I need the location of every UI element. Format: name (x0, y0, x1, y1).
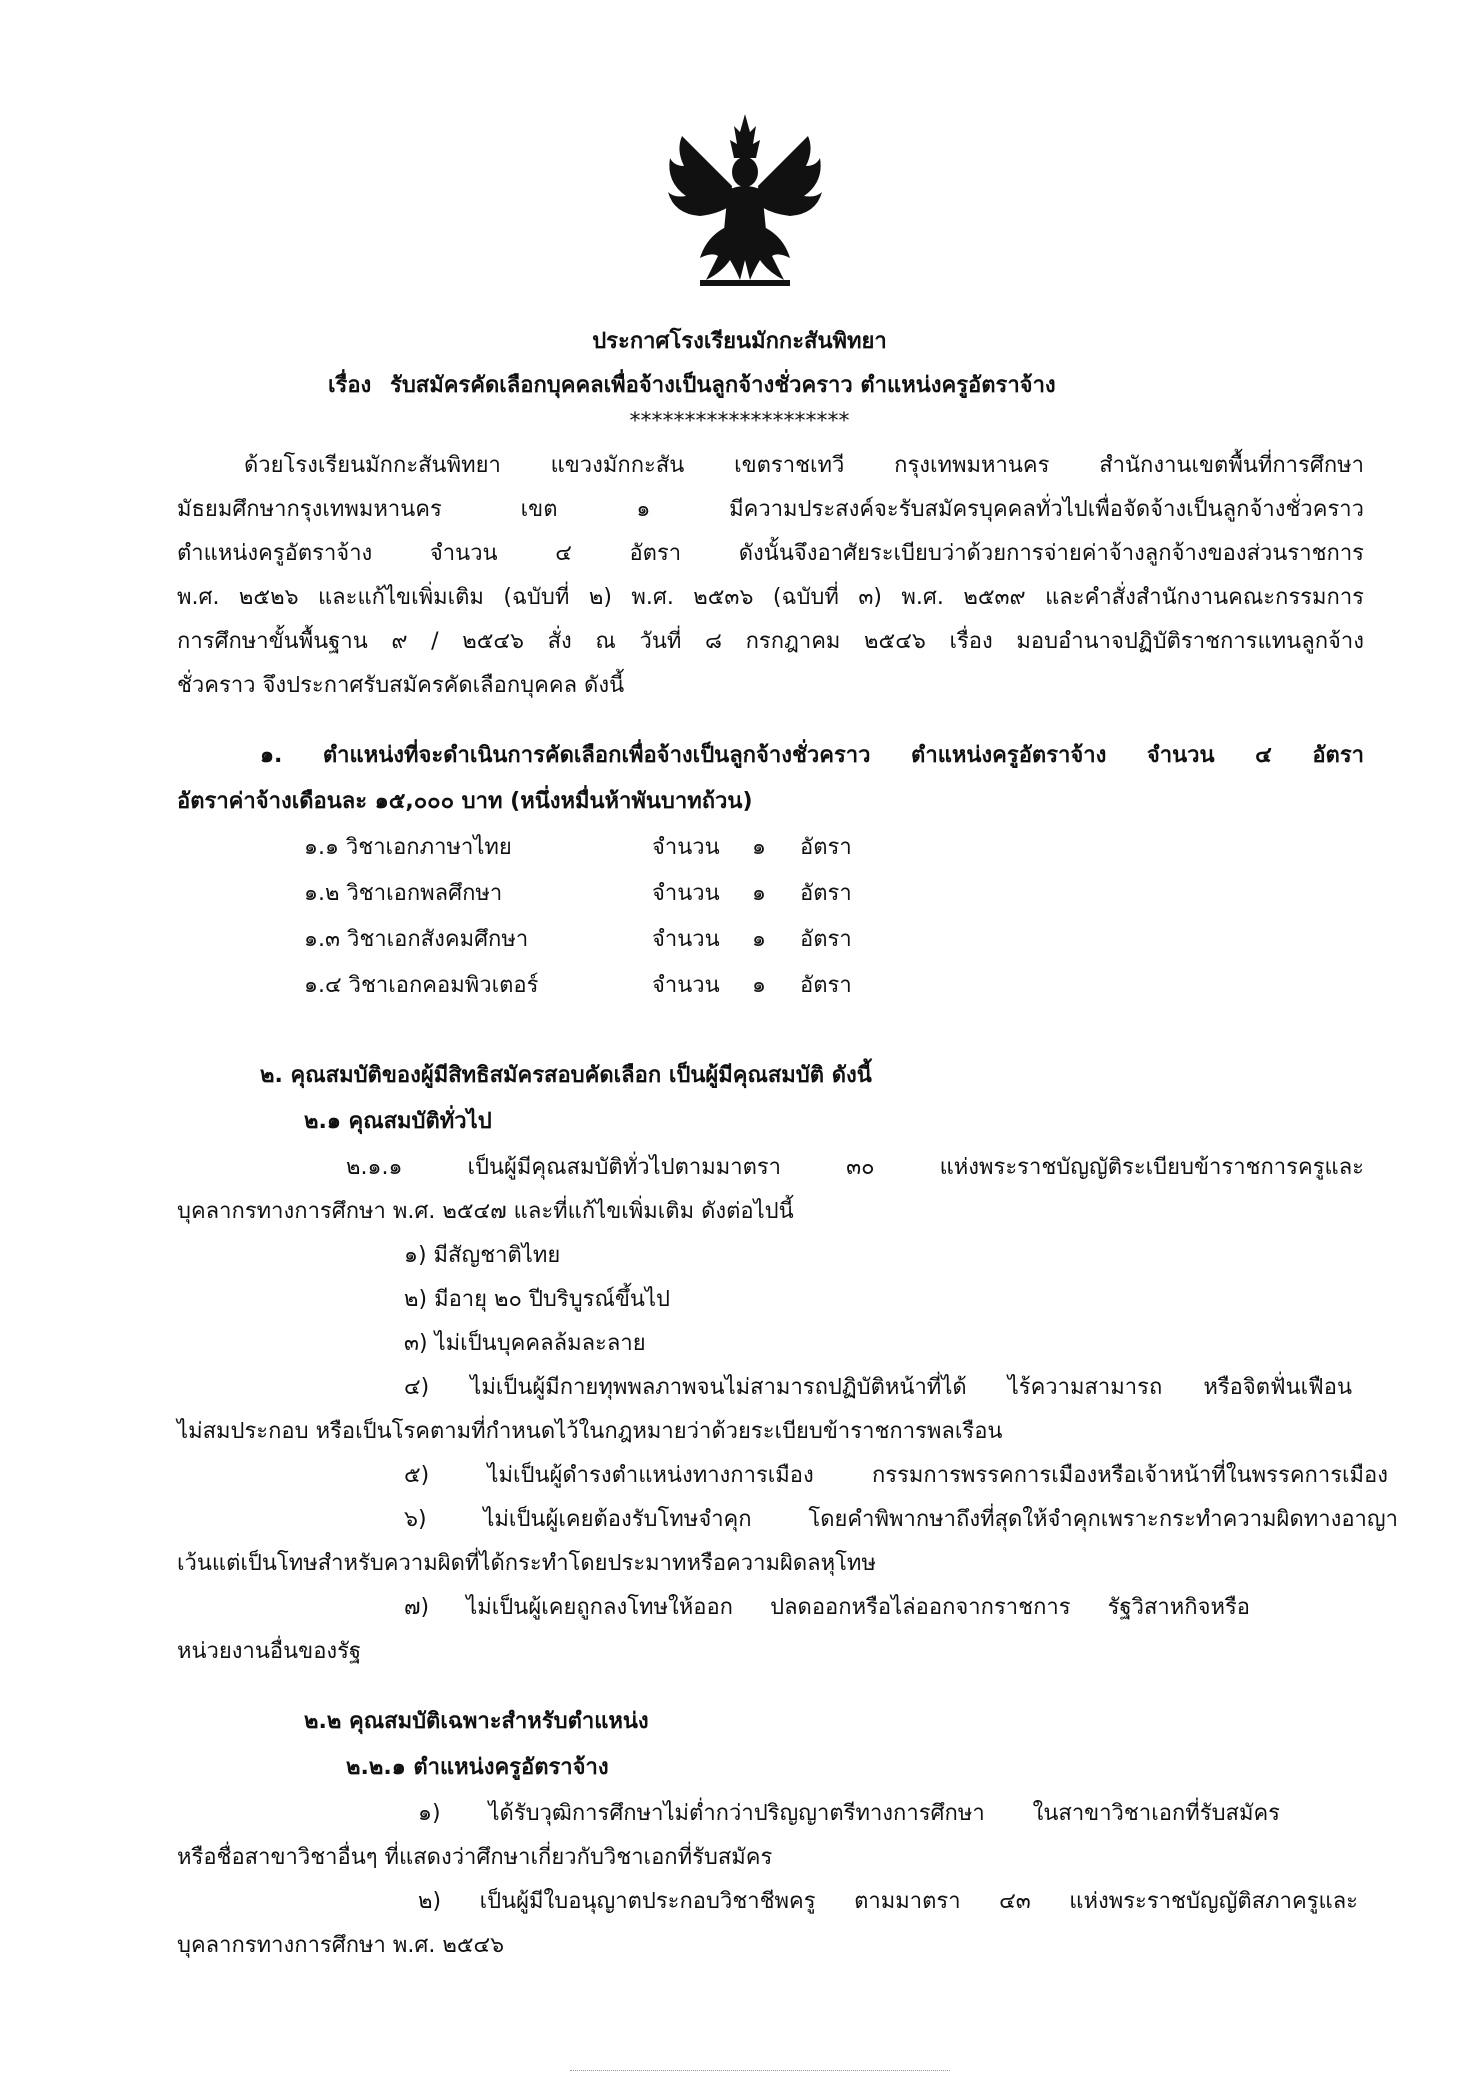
intro-line: พ.ศ. ๒๕๒๖ และแก้ไขเพิ่มเติม (ฉบับที่ ๒) พ.ศ. ๒๕๓๖ (ฉบับที่ ๓) พ.ศ. ๒๕๓๙ และคำสั่งสำนักงานคณะกรรมการ (177, 585, 1364, 610)
page-bottom-rule (570, 2070, 950, 2072)
subject-row (0, 826, 1479, 870)
count-value: ๑ (752, 881, 766, 906)
garuda-emblem-icon (660, 110, 830, 290)
subject-label: เรื่อง (328, 373, 372, 398)
star-separator: ******************** (629, 409, 850, 434)
count-label: จำนวน (652, 881, 720, 906)
count-label: จำนวน (652, 973, 720, 998)
section-2-2-1-heading: ๒.๒.๑ ตำแหน่งครูอัตราจ้าง (346, 1755, 609, 1780)
section-2-1-heading: ๒.๑ คุณสมบัติทั่วไป (304, 1109, 492, 1134)
count-label: จำนวน (652, 835, 720, 860)
subject-name: ๑.๔ วิชาเอกคอมพิวเตอร์ (304, 973, 539, 998)
qualification-item-cont: ไม่สมประกอบ หรือเป็นโรคตามที่กำหนดไว้ในกฎหมายว่าด้วยระเบียบข้าราชการพลเรือน (177, 1419, 1003, 1444)
count-value: ๑ (752, 927, 766, 952)
count-unit: อัตรา (800, 927, 852, 952)
qualification-item-cont: หน่วยงานอื่นของรัฐ (177, 1639, 362, 1664)
count-unit: อัตรา (800, 881, 852, 906)
count-unit: อัตรา (800, 835, 852, 860)
clause-2-1-1: ๒.๑.๑ เป็นผู้มีคุณสมบัติทั่วไปตามมาตรา ๓๐ แห่งพระราชบัญญัติระเบียบข้าราชการครูและ (346, 1155, 1364, 1180)
qualification-item: ๔) ไม่เป็นผู้มีกายทุพพลภาพจนไม่สามารถปฏิบัติหน้าที่ได้ ไร้ความสามารถ หรือจิตฟั่นเฟือน (404, 1375, 1352, 1400)
count-unit: อัตรา (800, 973, 852, 998)
qualification-item-cont: เว้นแต่เป็นโทษสำหรับความผิดที่ได้กระทำโดยประมาทหรือความผิดลหุโทษ (177, 1551, 876, 1576)
count-value: ๑ (752, 835, 766, 860)
announcement-subject: รับสมัครคัดเลือกบุคคลเพื่อจ้างเป็นลูกจ้างชั่วคราว ตำแหน่งครูอัตราจ้าง (390, 373, 1056, 398)
section-2-2-heading: ๒.๒ คุณสมบัติเฉพาะสำหรับตำแหน่ง (304, 1709, 649, 1734)
qualification-item: ๕) ไม่เป็นผู้ดำรงตำแหน่งทางการเมือง กรรมการพรรคการเมืองหรือเจ้าหน้าที่ในพรรคการเมือง (404, 1463, 1388, 1488)
intro-line: มัธยมศึกษากรุงเทพมหานคร เขต ๑ มีความประสงค์จะรับสมัครบุคคลทั่วไปเพื่อจัดจ้างเป็นลูกจ้างชั่วคราว (177, 497, 1364, 522)
subject-row (0, 964, 1479, 1008)
intro-line: ด้วยโรงเรียนมักกะสันพิทยา แขวงมักกะสัน เขตราชเทวี กรุงเทพมหานคร สำนักงานเขตพื้นที่การศึกษา (244, 453, 1364, 478)
specific-qualification-cont: หรือชื่อสาขาวิชาอื่นๆ ที่แสดงว่าศึกษาเกี่ยวกับวิชาเอกที่รับสมัคร (177, 1845, 773, 1870)
announcement-title: ประกาศโรงเรียนมักกะสันพิทยา (592, 329, 887, 354)
subject-name: ๑.๓ วิชาเอกสังคมศึกษา (304, 927, 529, 952)
specific-qualification-cont: บุคลากรทางการศึกษา พ.ศ. ๒๕๔๖ (177, 1933, 505, 1958)
clause-2-1-1-cont: บุคลากรทางการศึกษา พ.ศ. ๒๕๔๗ และที่แก้ไขเพิ่มเติม ดังต่อไปนี้ (177, 1199, 794, 1224)
intro-line: ชั่วคราว จึงประกาศรับสมัครคัดเลือกบุคคล ดังนี้ (177, 673, 625, 698)
subject-name: ๑.๒ วิชาเอกพลศึกษา (304, 881, 503, 906)
intro-line: ตำแหน่งครูอัตราจ้าง จำนวน ๔ อัตรา ดังนั้นจึงอาศัยระเบียบว่าด้วยการจ่ายค่าจ้างลูกจ้างของส่วนราชการ (177, 541, 1364, 566)
subject-row (0, 918, 1479, 962)
qualification-item: ๓) ไม่เป็นบุคคลล้มละลาย (404, 1331, 646, 1356)
section-2-heading: ๒. คุณสมบัติของผู้มีสิทธิสมัครสอบคัดเลือก เป็นผู้มีคุณสมบัติ ดังนี้ (260, 1063, 872, 1088)
count-value: ๑ (752, 973, 766, 998)
qualification-item: ๑) มีสัญชาติไทย (404, 1243, 561, 1268)
specific-qualification: ๑) ได้รับวุฒิการศึกษาไม่ต่ำกว่าปริญญาตรีทางการศึกษา ในสาขาวิชาเอกที่รับสมัคร (418, 1801, 1280, 1826)
specific-qualification: ๒) เป็นผู้มีใบอนุญาตประกอบวิชาชีพครู ตามมาตรา ๔๓ แห่งพระราชบัญญัติสภาครูและ (418, 1889, 1358, 1914)
intro-line: การศึกษาขั้นพื้นฐาน ๙ / ๒๕๔๖ สั่ง ณ วันที่ ๘ กรกฎาคม ๒๕๔๖ เรื่อง มอบอำนาจปฏิบัติราชการแทนลูกจ้าง (177, 629, 1364, 654)
count-label: จำนวน (652, 927, 720, 952)
wage-rate: อัตราค่าจ้างเดือนละ ๑๕,๐๐๐ บาท (หนึ่งหมื่นห้าพันบาทถ้วน) (177, 789, 753, 814)
subject-row (0, 872, 1479, 916)
qualification-item: ๗) ไม่เป็นผู้เคยถูกลงโทษให้ออก ปลดออกหรือไล่ออกจากราชการ รัฐวิสาหกิจหรือ (404, 1595, 1250, 1620)
qualification-item: ๒) มีอายุ ๒๐ ปีบริบูรณ์ขึ้นไป (404, 1287, 670, 1312)
subject-name: ๑.๑ วิชาเอกภาษาไทย (304, 835, 512, 860)
section-1-heading: ๑. ตำแหน่งที่จะดำเนินการคัดเลือกเพื่อจ้างเป็นลูกจ้างชั่วคราว ตำแหน่งครูอัตราจ้าง จำนวน ๔ อัตรา (260, 743, 1364, 768)
qualification-item: ๖) ไม่เป็นผู้เคยต้องรับโทษจำคุก โดยคำพิพากษาถึงที่สุดให้จำคุกเพราะกระทำความผิดทางอาญา (404, 1507, 1398, 1532)
